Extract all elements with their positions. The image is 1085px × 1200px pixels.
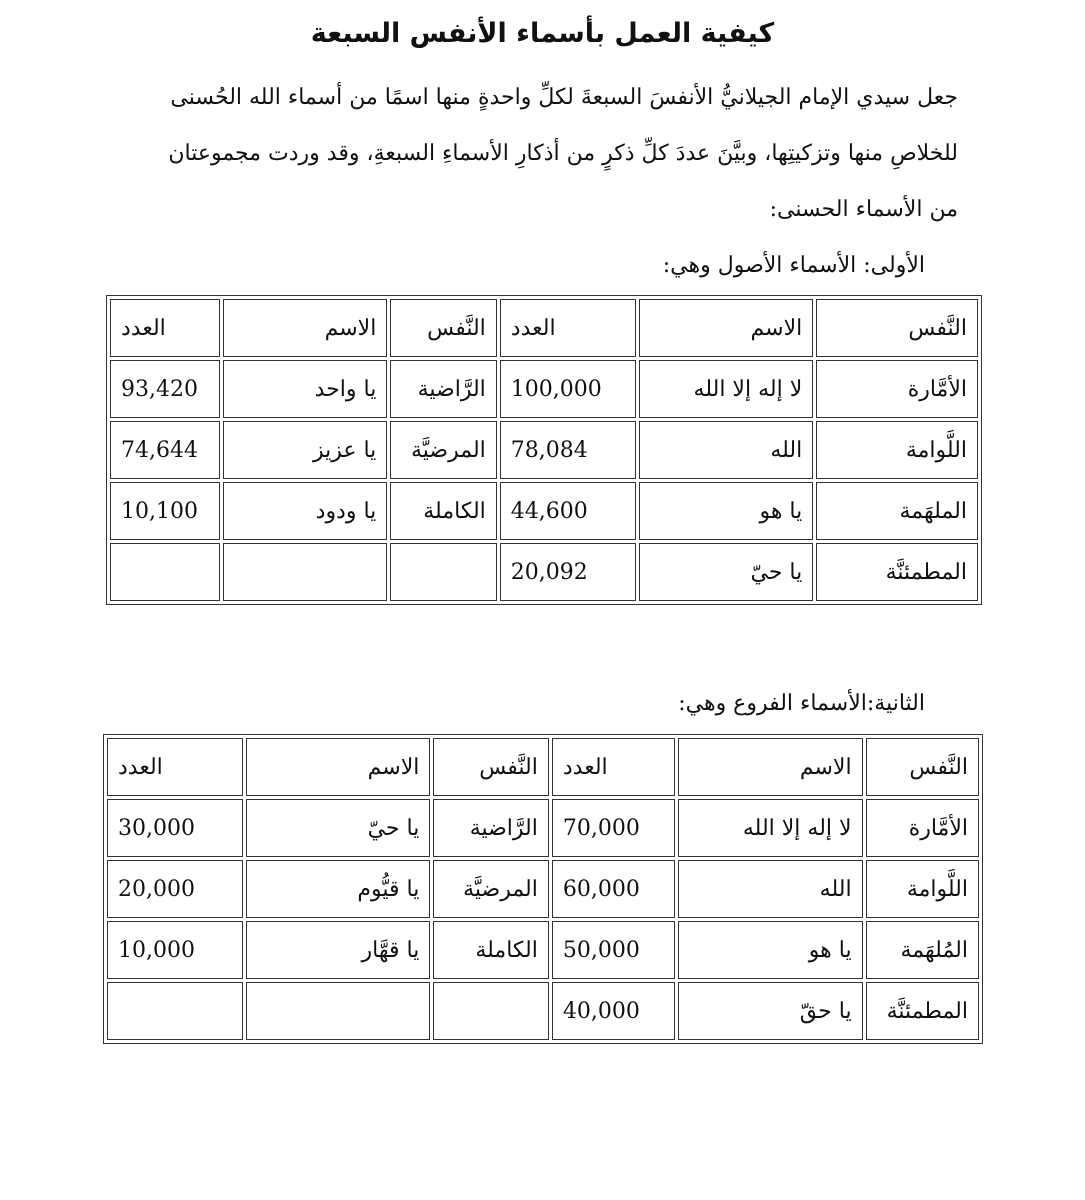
table-row (110, 482, 978, 540)
table-row (107, 982, 979, 1040)
header-ism: الاسم (246, 738, 431, 796)
cell-ism: لا إله إلا الله (639, 360, 813, 418)
cell-adad: 20,092 (500, 543, 637, 601)
cell-ism: يا ودود (223, 482, 388, 540)
header-ism: الاسم (639, 299, 813, 357)
cell-adad: 78,084 (500, 421, 637, 479)
header-adad: العدد (500, 299, 637, 357)
cell-empty (433, 982, 549, 1040)
table-header-row (107, 738, 979, 796)
cell-empty (223, 543, 388, 601)
cell-ism: الله (639, 421, 813, 479)
cell-adad: 10,100 (110, 482, 220, 540)
furu-names-table (103, 734, 983, 1044)
cell-adad: 70,000 (552, 799, 675, 857)
cell-adad: 93,420 (110, 360, 220, 418)
cell-ism: يا قهَّار (246, 921, 431, 979)
table-header-row (110, 299, 978, 357)
cell-adad: 44,600 (500, 482, 637, 540)
cell-nafs: المُلهَمة (866, 921, 979, 979)
header-adad: العدد (552, 738, 675, 796)
cell-adad: 40,000 (552, 982, 675, 1040)
cell-nafs: اللَّوامة (866, 860, 979, 918)
section2-title: الثانية:الأسماء الفروع وهي: (678, 691, 925, 716)
cell-ism: يا عزيز (223, 421, 388, 479)
table-row (110, 421, 978, 479)
header-nafs: النَّفس (390, 299, 496, 357)
table-row (110, 360, 978, 418)
cell-ism: يا حقّ (678, 982, 863, 1040)
section1-title: الأولى: الأسماء الأصول وهي: (662, 253, 925, 278)
table-row (110, 543, 978, 601)
cell-ism: يا حيّ (246, 799, 431, 857)
cell-nafs: الكاملة (433, 921, 549, 979)
cell-nafs: الرَّاضية (433, 799, 549, 857)
cell-ism: يا هو (639, 482, 813, 540)
cell-nafs: الملهَمة (816, 482, 978, 540)
cell-nafs: الأمَّارة (816, 360, 978, 418)
cell-adad: 30,000 (107, 799, 243, 857)
table-row (107, 799, 979, 857)
cell-nafs: المطمئنَّة (816, 543, 978, 601)
cell-nafs: اللَّوامة (816, 421, 978, 479)
cell-nafs: المرضيَّة (433, 860, 549, 918)
cell-nafs: الأمَّارة (866, 799, 979, 857)
cell-adad: 60,000 (552, 860, 675, 918)
paragraph-line-3: من الأسماء الحسنى: (769, 197, 958, 222)
cell-ism: يا قيُّوم (246, 860, 431, 918)
cell-adad: 50,000 (552, 921, 675, 979)
cell-nafs: المرضيَّة (390, 421, 496, 479)
header-ism: الاسم (678, 738, 863, 796)
header-adad: العدد (110, 299, 220, 357)
header-nafs: النَّفس (816, 299, 978, 357)
cell-adad: 10,000 (107, 921, 243, 979)
cell-adad: 100,000 (500, 360, 637, 418)
paragraph-line-2: للخلاصِ منها وتزكيتِها، وبيَّنَ عددَ كلِّ ذكرٍ من أذكارِ الأسماءِ السبعةِ، وقد وردت مجموعتان (168, 141, 958, 166)
cell-nafs: الكاملة (390, 482, 496, 540)
usul-names-table (106, 295, 982, 605)
cell-ism: الله (678, 860, 863, 918)
header-adad: العدد (107, 738, 243, 796)
table-row (107, 860, 979, 918)
cell-empty (390, 543, 496, 601)
cell-empty (107, 982, 243, 1040)
header-ism: الاسم (223, 299, 388, 357)
cell-nafs: المطمئنَّة (866, 982, 979, 1040)
header-nafs: النَّفس (433, 738, 549, 796)
table-row (107, 921, 979, 979)
paragraph-line-1: جعل سيدي الإمام الجيلانيُّ الأنفسَ السبعةَ لكلِّ واحدةٍ منها اسمًا من أسماء الله الحُسنى (170, 85, 958, 110)
cell-ism: يا واحد (223, 360, 388, 418)
cell-adad: 20,000 (107, 860, 243, 918)
page-title: كيفية العمل بأسماء الأنفس السبعة (310, 18, 775, 49)
cell-ism: لا إله إلا الله (678, 799, 863, 857)
cell-ism: يا حيّ (639, 543, 813, 601)
cell-nafs: الرَّاضية (390, 360, 496, 418)
cell-ism: يا هو (678, 921, 863, 979)
intro-paragraph (118, 70, 958, 238)
header-nafs: النَّفس (866, 738, 979, 796)
cell-empty (110, 543, 220, 601)
cell-adad: 74,644 (110, 421, 220, 479)
cell-empty (246, 982, 431, 1040)
